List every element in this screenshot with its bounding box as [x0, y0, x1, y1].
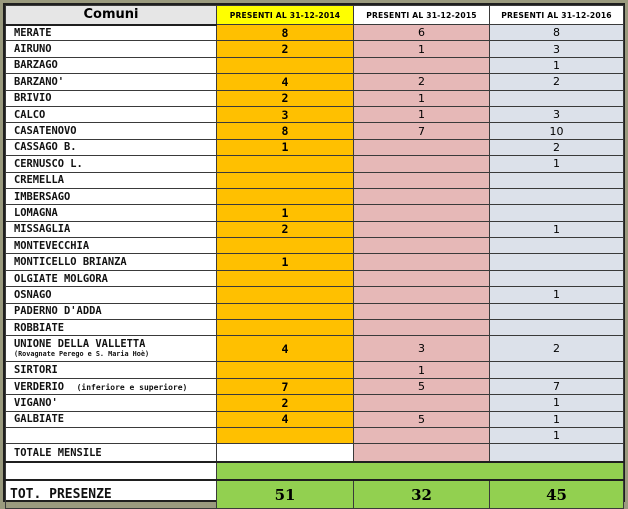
totale-mensile-row	[6, 444, 624, 462]
comune-name-sub: (inferiore e superiore)	[76, 382, 188, 392]
comune-name: SIRTORI	[6, 362, 217, 378]
value-2014: 2	[217, 395, 354, 411]
value-2015: 3	[354, 336, 490, 362]
spacer-cell	[6, 462, 217, 480]
header-comuni: Comuni	[6, 6, 217, 25]
value-2016	[490, 320, 624, 336]
value-2016: 1	[490, 57, 624, 73]
table-row	[6, 427, 624, 443]
value-2016: 1	[490, 221, 624, 237]
table-row	[6, 188, 624, 204]
value-2016	[490, 172, 624, 188]
value-2014: 2	[217, 90, 354, 106]
comune-name: VIGANO'	[6, 395, 217, 411]
comune-name	[6, 336, 217, 362]
value-2016	[490, 303, 624, 319]
totale-2014: 51	[217, 480, 354, 509]
value-2015	[354, 172, 490, 188]
comune-name: BARZAGO	[6, 57, 217, 73]
value-2016: 1	[490, 411, 624, 427]
value-2015	[354, 303, 490, 319]
comune-name-main: UNIONE DELLA VALLETTA	[14, 338, 146, 351]
value-2014	[217, 444, 354, 462]
value-2015	[354, 270, 490, 286]
value-2016	[490, 254, 624, 270]
comune-name: CERNUSCO L.	[6, 156, 217, 172]
value-2014: 1	[217, 254, 354, 270]
totale-2016: 45	[490, 480, 624, 509]
value-2015	[354, 156, 490, 172]
comune-name: OLGIATE MOLGORA	[6, 270, 217, 286]
value-2015: 6	[354, 25, 490, 41]
spacer-row	[6, 462, 624, 480]
table-row	[6, 74, 624, 90]
comune-name: CASSAGO B.	[6, 139, 217, 155]
value-2014: 8	[217, 25, 354, 41]
value-2015: 1	[354, 106, 490, 122]
value-2015: 5	[354, 378, 490, 394]
comune-name: PADERNO D'ADDA	[6, 303, 217, 319]
table-row	[6, 303, 624, 319]
value-2014: 1	[217, 205, 354, 221]
value-2015: 5	[354, 411, 490, 427]
value-2015	[354, 444, 490, 462]
table-row	[6, 395, 624, 411]
value-2014	[217, 362, 354, 378]
table-row	[6, 254, 624, 270]
value-2014: 7	[217, 378, 354, 394]
comune-name: BARZANO'	[6, 74, 217, 90]
value-2014: 3	[217, 106, 354, 122]
header-row	[6, 6, 624, 25]
table-row	[6, 41, 624, 57]
value-2015	[354, 320, 490, 336]
value-2016: 1	[490, 395, 624, 411]
comune-name: MONTEVECCHIA	[6, 238, 217, 254]
value-2015: 2	[354, 74, 490, 90]
value-2016: 1	[490, 427, 624, 443]
value-2015	[354, 427, 490, 443]
table-row	[6, 106, 624, 122]
value-2015: 1	[354, 90, 490, 106]
value-2016	[490, 270, 624, 286]
value-2015	[354, 188, 490, 204]
comune-name: BRIVIO	[6, 90, 217, 106]
comune-name: AIRUNO	[6, 41, 217, 57]
table-row	[6, 90, 624, 106]
value-2014	[217, 57, 354, 73]
table-row	[6, 287, 624, 303]
value-2016	[490, 90, 624, 106]
value-2015	[354, 205, 490, 221]
table-row	[6, 156, 624, 172]
comune-name: MERATE	[6, 25, 217, 41]
value-2014	[217, 238, 354, 254]
value-2014	[217, 270, 354, 286]
table-row	[6, 411, 624, 427]
value-2014: 1	[217, 139, 354, 155]
value-2015	[354, 57, 490, 73]
comune-name: MONTICELLO BRIANZA	[6, 254, 217, 270]
table-row	[6, 123, 624, 139]
header-2014: PRESENTI AL 31-12-2014	[217, 6, 354, 25]
value-2015: 1	[354, 362, 490, 378]
value-2016: 10	[490, 123, 624, 139]
presenze-table	[5, 5, 624, 509]
value-2014: 4	[217, 411, 354, 427]
table-row	[6, 320, 624, 336]
value-2014: 8	[217, 123, 354, 139]
table-row	[6, 205, 624, 221]
value-2016: 2	[490, 336, 624, 362]
comune-name: CREMELLA	[6, 172, 217, 188]
value-2016: 3	[490, 106, 624, 122]
value-2014	[217, 320, 354, 336]
table-row	[6, 172, 624, 188]
table-row	[6, 270, 624, 286]
table-row	[6, 25, 624, 41]
totale-mensile-label: TOTALE MENSILE	[6, 444, 217, 462]
value-2014: 4	[217, 336, 354, 362]
table-row	[6, 336, 624, 362]
value-2014: 2	[217, 41, 354, 57]
value-2014	[217, 188, 354, 204]
value-2015: 7	[354, 123, 490, 139]
value-2015	[354, 221, 490, 237]
comune-name: OSNAGO	[6, 287, 217, 303]
value-2015	[354, 287, 490, 303]
value-2016	[490, 205, 624, 221]
header-2015: PRESENTI AL 31-12-2015	[354, 6, 490, 25]
spacer-green	[217, 462, 624, 480]
value-2014	[217, 427, 354, 443]
comune-name: MISSAGLIA	[6, 221, 217, 237]
comune-name-sub: (Rovagnate Perego e S. Maria Hoè)	[14, 350, 150, 359]
value-2016: 1	[490, 156, 624, 172]
table-row	[6, 362, 624, 378]
totale-2015: 32	[354, 480, 490, 509]
comune-name	[6, 427, 217, 443]
value-2016: 3	[490, 41, 624, 57]
value-2016: 1	[490, 287, 624, 303]
value-2014	[217, 156, 354, 172]
value-2014	[217, 287, 354, 303]
value-2015	[354, 395, 490, 411]
table-row	[6, 238, 624, 254]
table-row	[6, 139, 624, 155]
presenze-table-frame	[3, 3, 625, 502]
value-2014: 4	[217, 74, 354, 90]
value-2016	[490, 362, 624, 378]
comune-name: CALCO	[6, 106, 217, 122]
value-2016: 7	[490, 378, 624, 394]
comune-name: ROBBIATE	[6, 320, 217, 336]
comune-name: CASATENOVO	[6, 123, 217, 139]
comune-name: LOMAGNA	[6, 205, 217, 221]
table-row	[6, 57, 624, 73]
value-2014	[217, 303, 354, 319]
comune-name	[6, 378, 217, 394]
value-2016	[490, 188, 624, 204]
comune-name: IMBERSAGO	[6, 188, 217, 204]
totale-presenze-label: TOT. PRESENZE	[6, 480, 217, 509]
value-2016: 8	[490, 25, 624, 41]
value-2015	[354, 238, 490, 254]
value-2015	[354, 139, 490, 155]
comune-name-main: VERDERIO	[14, 380, 65, 393]
value-2016: 2	[490, 139, 624, 155]
table-row	[6, 378, 624, 394]
value-2015: 1	[354, 41, 490, 57]
value-2016	[490, 238, 624, 254]
value-2014	[217, 172, 354, 188]
comune-name: GALBIATE	[6, 411, 217, 427]
value-2016: 2	[490, 74, 624, 90]
value-2014: 2	[217, 221, 354, 237]
table-row	[6, 221, 624, 237]
header-2016: PRESENTI AL 31-12-2016	[490, 6, 624, 25]
value-2016	[490, 444, 624, 462]
value-2015	[354, 254, 490, 270]
